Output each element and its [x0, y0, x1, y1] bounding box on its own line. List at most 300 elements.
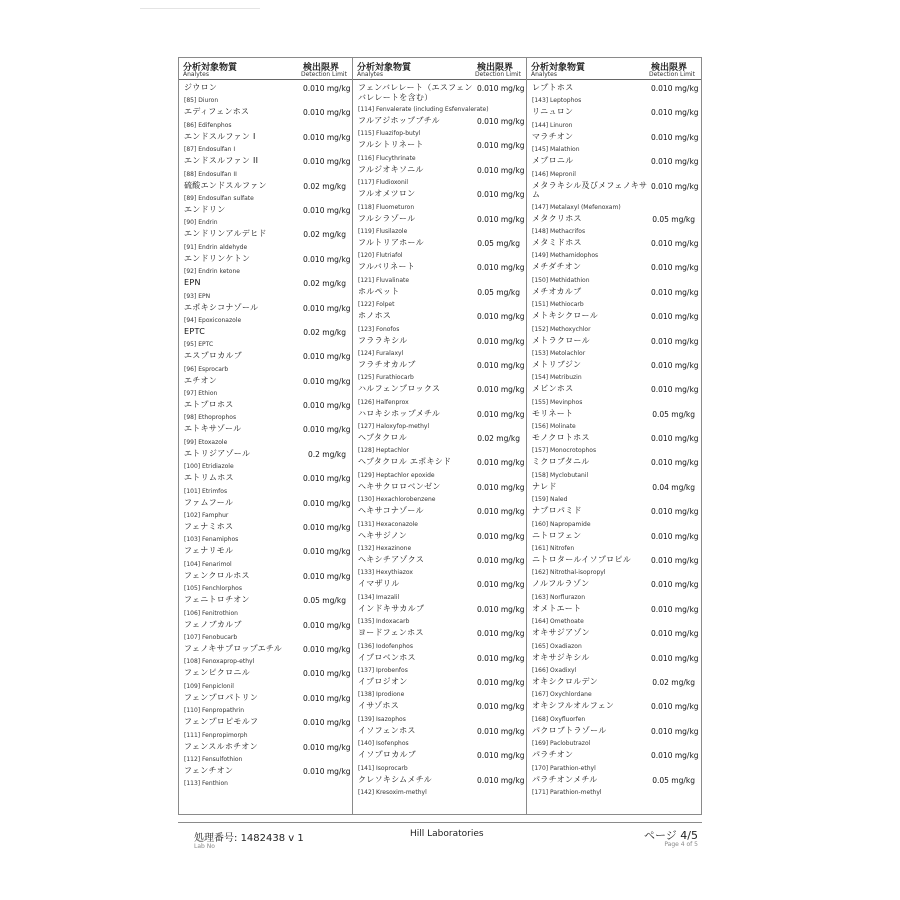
table-row — [353, 699, 526, 723]
table-row — [527, 699, 701, 723]
analyte-name-jp: マラチオン — [532, 131, 574, 141]
column-header — [179, 58, 352, 80]
analyte-name-jp: イプロベンホス — [358, 652, 416, 662]
detection-limit: 0.05 mg/kg — [652, 214, 695, 224]
analyte-name-jp: フルバリネート — [358, 262, 416, 272]
detection-limit: 0.010 mg/kg — [477, 751, 525, 761]
detection-limit: 0.010 mg/kg — [477, 312, 525, 322]
analyte-name-jp: メチオカルブ — [532, 286, 582, 296]
analyte-name-jp: イソフェンホス — [358, 725, 416, 735]
table-row — [179, 520, 352, 544]
analyte-name-en: [154] Metribuzin — [532, 374, 582, 382]
table-row — [179, 130, 352, 154]
analyte-name-jp: フェンチオン — [184, 765, 234, 775]
detection-limit: 0.010 mg/kg — [477, 336, 525, 346]
table-row — [353, 285, 526, 309]
header-analytes-en: Analytes — [531, 71, 557, 78]
lab-number — [194, 829, 304, 844]
detection-limit: 0.010 mg/kg — [651, 604, 699, 614]
page-number: ページ 4/5 — [644, 829, 698, 842]
table-row — [353, 187, 526, 211]
table-row — [353, 358, 526, 382]
detection-limit: 0.010 mg/kg — [651, 726, 699, 736]
table-row — [353, 553, 526, 577]
detection-limit: 0.010 mg/kg — [477, 165, 525, 175]
analyte-name-en: [123] Fonofos — [358, 325, 400, 333]
detection-limit: 0.010 mg/kg — [477, 580, 525, 590]
analyte-name-jp: 硫酸エンドスルファン — [184, 180, 267, 190]
analyte-name-en: [96] Esprocarb — [184, 365, 229, 373]
table-row — [353, 334, 526, 358]
analyte-name-en: [138] Iprodione — [358, 691, 405, 699]
analyte-name-jp: メタラキシル及びメフェノキサム — [532, 180, 648, 200]
table-row — [353, 651, 526, 675]
analyte-name-jp: イサゾホス — [358, 701, 400, 711]
detection-limit: 0.010 mg/kg — [651, 580, 699, 590]
lab-name: Hill Laboratories — [410, 829, 484, 839]
table-row — [179, 666, 352, 690]
table-row — [527, 154, 701, 178]
detection-limit: 0.010 mg/kg — [477, 214, 525, 224]
analyte-name-en: [147] Metalaxyl (Mefenoxam) — [532, 203, 621, 211]
analyte-name-en: [87] Endosulfan I — [184, 146, 236, 154]
detection-limit: 0.010 mg/kg — [651, 751, 699, 761]
table-row — [527, 105, 701, 129]
analyte-name-en: [141] Isoprocarb — [358, 764, 408, 772]
table-row — [179, 569, 352, 593]
analyte-name-en: [121] Fluvalinate — [358, 276, 410, 284]
analyte-name-jp: フェンプロピモルフ — [184, 717, 259, 727]
analyte-name-jp: ホルペット — [358, 286, 400, 296]
table-row — [527, 773, 701, 797]
header-analytes-en: Analytes — [183, 71, 209, 78]
analyte-name-jp: フラチオカルブ — [358, 359, 416, 369]
analyte-name-jp: リニュロン — [532, 107, 574, 117]
table-row — [179, 203, 352, 227]
analyte-name-en: [157] Monocrotophos — [532, 447, 597, 455]
detection-limit: 0.010 mg/kg — [303, 132, 351, 142]
analyte-rows — [527, 80, 701, 797]
analyte-rows — [353, 80, 526, 797]
analyte-name-jp: パクロブトラゾール — [532, 725, 607, 735]
header-limit-en: Detection Limit — [649, 71, 695, 78]
detection-limit: 0.04 mg/kg — [652, 482, 695, 492]
detection-limit: 0.010 mg/kg — [651, 458, 699, 468]
analyte-name-en: [156] Molinate — [532, 423, 576, 431]
analyte-name-en: [92] Endrin ketone — [184, 268, 240, 276]
analyte-name-en: [153] Metolachlor — [532, 349, 586, 357]
detection-limit: 0.010 mg/kg — [477, 775, 525, 785]
analyte-name-jp: メトラクロール — [532, 335, 590, 345]
header-analytes-jp: 分析対象物質 — [183, 63, 238, 73]
analyte-name-jp: メタミドホス — [532, 237, 582, 247]
header-limit-jp: 検出限界 — [477, 63, 514, 73]
table-row — [527, 480, 701, 504]
table-row — [179, 398, 352, 422]
detection-limit: 0.02 mg/kg — [303, 279, 346, 289]
analyte-name-en: [105] Fenchlorphos — [184, 585, 242, 593]
analyte-name-en: [142] Kresoxim-methyl — [358, 788, 427, 796]
detection-limit: 0.010 mg/kg — [303, 523, 351, 533]
analyte-name-jp: ホノホス — [358, 311, 392, 321]
analyte-name-en: [93] EPN — [184, 292, 211, 300]
analyte-name-en: [85] Diuron — [184, 97, 219, 105]
detection-limit: 0.010 mg/kg — [303, 571, 351, 581]
detection-limit: 0.010 mg/kg — [303, 108, 351, 118]
analytes-table — [178, 57, 702, 815]
table-row — [527, 577, 701, 601]
analyte-name-jp: メトリブジン — [532, 359, 582, 369]
analyte-name-en: [140] Isofenphos — [358, 740, 409, 748]
analyte-name-en: [144] Linuron — [532, 121, 573, 129]
analyte-name-en: [115] Fluazifop-butyl — [358, 130, 421, 138]
table-row — [179, 154, 352, 178]
analyte-name-jp: ヘキシチアゾクス — [358, 555, 425, 565]
analyte-name-jp: エンドリン — [184, 204, 226, 214]
analyte-name-jp: メプロニル — [532, 156, 574, 166]
analyte-name-jp: フェンプロパトリン — [184, 692, 259, 702]
analyte-name-en: [162] Nitrothal-isopropyl — [532, 569, 606, 577]
analyte-name-en: [120] Flutriafol — [358, 252, 403, 260]
detection-limit: 0.010 mg/kg — [651, 653, 699, 663]
analyte-name-jp: エンドリンアルデヒド — [184, 229, 267, 239]
analyte-name-en: [119] Flusilazole — [358, 227, 408, 235]
analyte-name-en: [114] Fenvalerate (including Esfenvalerate) — [358, 106, 489, 113]
analyte-name-en: [117] Fludioxonil — [358, 179, 409, 187]
table-row — [179, 227, 352, 251]
detection-limit: 0.010 mg/kg — [477, 141, 525, 151]
analyte-name-en: [149] Methamidophos — [532, 252, 599, 260]
detection-limit: 0.010 mg/kg — [477, 385, 525, 395]
detection-limit: 0.05 mg/kg — [652, 775, 695, 785]
table-row — [179, 325, 352, 349]
lab-number-label-en: Lab No — [194, 843, 215, 850]
analyte-name-en: [166] Oxadixyl — [532, 666, 577, 674]
table-row — [527, 553, 701, 577]
analyte-rows — [179, 80, 352, 788]
detection-limit: 0.010 mg/kg — [651, 108, 699, 118]
analyte-name-en: [151] Methiocarb — [532, 301, 584, 309]
detection-limit: 0.010 mg/kg — [303, 254, 351, 264]
analyte-name-jp: イソプロカルブ — [358, 750, 417, 760]
detection-limit: 0.010 mg/kg — [651, 157, 699, 167]
detection-limit: 0.010 mg/kg — [303, 669, 351, 679]
analyte-name-en: [116] Flucythrinate — [358, 154, 416, 162]
analytes-column-2 — [353, 58, 527, 814]
table-row — [179, 496, 352, 520]
column-header — [353, 58, 526, 80]
analyte-name-en: [165] Oxadiazon — [532, 642, 582, 650]
analyte-name-jp: インドキサカルブ — [358, 603, 425, 613]
table-row — [527, 626, 701, 650]
detection-limit: 0.010 mg/kg — [651, 263, 699, 273]
detection-limit: 0.02 mg/kg — [477, 434, 520, 444]
analyte-name-en: [109] Fenpiclonil — [184, 682, 234, 690]
header-limit-en: Detection Limit — [475, 71, 521, 78]
table-row — [353, 138, 526, 162]
analyte-name-jp: オキシフルオルフェン — [532, 701, 615, 711]
analyte-name-jp: オキシクロルデン — [532, 676, 598, 686]
analyte-name-jp: イプロジオン — [358, 676, 408, 686]
table-row — [179, 740, 352, 764]
analyte-name-jp: メトキシクロール — [532, 311, 598, 321]
table-row — [353, 626, 526, 650]
table-row — [353, 504, 526, 528]
analyte-name-jp: ニトロタールイソプロピル — [532, 555, 632, 565]
table-row — [527, 602, 701, 626]
detection-limit: 0.010 mg/kg — [477, 84, 525, 93]
detection-limit: 0.010 mg/kg — [651, 238, 699, 248]
analyte-name-en: [130] Hexachlorobenzene — [358, 496, 436, 504]
analyte-name-en: [152] Methoxychlor — [532, 325, 591, 333]
analyte-name-en: [148] Methacrifos — [532, 227, 586, 235]
detection-limit: 0.010 mg/kg — [303, 401, 351, 411]
analyte-name-jp: エトプロホス — [184, 400, 234, 410]
analyte-name-en: [163] Norflurazon — [532, 593, 586, 601]
detection-limit: 0.010 mg/kg — [303, 157, 351, 167]
detection-limit: 0.010 mg/kg — [651, 181, 699, 191]
detection-limit: 0.010 mg/kg — [303, 205, 351, 215]
detection-limit: 0.010 mg/kg — [477, 360, 525, 370]
analyte-name-en: [86] Edifenphos — [184, 121, 232, 129]
page-number-en: Page 4 of 5 — [664, 841, 698, 848]
detection-limit: 0.010 mg/kg — [477, 629, 525, 639]
lab-number-label: 処理番号: — [194, 833, 238, 844]
detection-limit: 0.010 mg/kg — [651, 629, 699, 639]
detection-limit: 0.010 mg/kg — [477, 507, 525, 517]
analyte-name-jp: フェナリモル — [184, 546, 234, 556]
detection-limit: 0.010 mg/kg — [651, 385, 699, 395]
detection-limit: 0.010 mg/kg — [651, 360, 699, 370]
table-row — [179, 179, 352, 203]
detection-limit: 0.010 mg/kg — [303, 352, 351, 362]
analyte-name-en: [168] Oxyfluorfen — [532, 715, 586, 723]
detection-limit: 0.010 mg/kg — [651, 702, 699, 712]
analytes-column-3 — [527, 58, 701, 814]
analyte-name-jp: エトリムホス — [184, 473, 234, 483]
detection-limit: 0.010 mg/kg — [303, 425, 351, 435]
table-row — [179, 374, 352, 398]
detection-limit: 0.010 mg/kg — [303, 547, 351, 557]
analyte-name-jp: フララキシル — [358, 335, 408, 345]
detection-limit: 0.010 mg/kg — [477, 531, 525, 541]
detection-limit: 0.010 mg/kg — [651, 507, 699, 517]
analyte-name-en: [91] Endrin aldehyde — [184, 243, 248, 251]
detection-limit: 0.010 mg/kg — [651, 132, 699, 142]
analyte-name-en: [107] Fenobucarb — [184, 633, 238, 641]
lab-number-value: 1482438 v 1 — [240, 833, 304, 844]
analyte-name-jp: エスプロカルブ — [184, 351, 243, 361]
analyte-name-jp: ヘキサクロロベンゼン — [358, 481, 441, 491]
detection-limit: 0.010 mg/kg — [303, 718, 351, 728]
detection-limit: 0.010 mg/kg — [477, 458, 525, 468]
detection-limit: 0.010 mg/kg — [477, 263, 525, 273]
table-row — [527, 675, 701, 699]
detection-limit: 0.010 mg/kg — [651, 434, 699, 444]
table-row — [179, 471, 352, 495]
analyte-name-jp: エンドスルファン I — [184, 131, 256, 141]
table-row — [179, 764, 352, 788]
detection-limit: 0.010 mg/kg — [651, 556, 699, 566]
analyte-name-jp: メタクリホス — [532, 213, 582, 223]
table-row — [353, 675, 526, 699]
analyte-name-en: [133] Hexythiazox — [358, 569, 413, 577]
table-row — [353, 773, 526, 797]
analyte-name-jp: オキサジキシル — [532, 652, 590, 662]
analytes-column-1 — [179, 58, 353, 814]
analyte-name-jp: フルシラゾール — [358, 213, 416, 223]
table-row — [353, 114, 526, 138]
analyte-name-jp: パラチオンメチル — [532, 774, 598, 784]
analyte-name-jp: フェノブカルブ — [184, 619, 242, 629]
table-row — [179, 691, 352, 715]
table-row — [527, 285, 701, 309]
table-row — [527, 455, 701, 479]
detection-limit: 0.010 mg/kg — [303, 498, 351, 508]
table-row — [353, 724, 526, 748]
detection-limit: 0.010 mg/kg — [303, 474, 351, 484]
detection-limit: 0.010 mg/kg — [477, 726, 525, 736]
detection-limit: 0.010 mg/kg — [303, 620, 351, 630]
analyte-name-jp: エポキシコナゾール — [184, 302, 259, 312]
detection-limit: 0.02 mg/kg — [303, 230, 346, 240]
analyte-name-en: [126] Halfenprox — [358, 398, 409, 406]
table-row — [527, 212, 701, 236]
analyte-name-en: [94] Epoxiconazole — [184, 316, 242, 324]
analyte-name-en: [112] Fensulfothion — [184, 755, 243, 763]
analyte-name-jp: オメトエート — [532, 603, 582, 613]
analyte-name-en: [135] Indoxacarb — [358, 618, 410, 626]
analyte-name-en: [122] Folpet — [358, 301, 395, 309]
analyte-name-en: [104] Fenarimol — [184, 560, 232, 568]
table-row — [527, 724, 701, 748]
detection-limit: 0.010 mg/kg — [303, 303, 351, 313]
header-analytes-jp: 分析対象物質 — [357, 63, 412, 73]
analyte-name-en: [106] Fenitrothion — [184, 609, 238, 617]
analyte-name-jp: モリネート — [532, 408, 574, 418]
analyte-name-en: [103] Fenamiphos — [184, 536, 239, 544]
table-row — [179, 715, 352, 739]
table-row — [527, 358, 701, 382]
table-row — [179, 642, 352, 666]
analyte-name-en: [137] Iprobenfos — [358, 666, 408, 674]
detection-limit: 0.02 mg/kg — [303, 181, 346, 191]
detection-limit: 0.05 mg/kg — [477, 238, 520, 248]
table-row — [353, 455, 526, 479]
table-row — [179, 301, 352, 325]
detection-limit: 0.05 mg/kg — [652, 409, 695, 419]
table-row — [179, 105, 352, 129]
analyte-name-en: [161] Nitrofen — [532, 545, 575, 553]
analyte-name-en: [100] Etridiazole — [184, 463, 234, 471]
detection-limit: 0.010 mg/kg — [303, 84, 351, 93]
analyte-name-en: [164] Omethoate — [532, 618, 584, 626]
table-row — [353, 81, 526, 114]
analyte-name-en: [171] Parathion-methyl — [532, 788, 602, 796]
analyte-name-jp: ノルフルラゾン — [532, 579, 590, 589]
analyte-name-jp: ヘキサジノン — [358, 530, 407, 540]
analyte-name-jp: フェンバレレート（エスフェンバレレートを含む） — [358, 83, 473, 102]
analyte-name-jp: メチダチオン — [532, 262, 582, 272]
analyte-name-en: [111] Fenpropimorph — [184, 731, 248, 739]
analyte-name-en: [125] Furathiocarb — [358, 374, 414, 382]
analyte-name-jp: エトキサゾール — [184, 424, 242, 434]
analyte-name-en: [101] Etrimfos — [184, 487, 228, 495]
table-row — [179, 349, 352, 373]
analyte-name-en: [150] Methidathion — [532, 276, 590, 284]
detection-limit: 0.010 mg/kg — [477, 556, 525, 566]
column-header — [527, 58, 701, 80]
detection-limit: 0.02 mg/kg — [303, 327, 346, 337]
table-row — [353, 529, 526, 553]
detection-limit: 0.010 mg/kg — [651, 312, 699, 322]
analyte-name-jp: フェンピクロニル — [184, 668, 250, 678]
analyte-name-en: [102] Famphur — [184, 512, 229, 520]
table-row — [527, 431, 701, 455]
analyte-name-jp: メビンホス — [532, 384, 574, 394]
analyte-name-jp: モノクロトホス — [532, 433, 590, 443]
table-row — [353, 602, 526, 626]
scan-mark — [140, 8, 260, 9]
analyte-name-en: [95] EPTC — [184, 341, 214, 349]
table-row — [353, 748, 526, 772]
detection-limit: 0.010 mg/kg — [303, 376, 351, 386]
analyte-name-en: [129] Heptachlor epoxide — [358, 471, 435, 479]
table-row — [527, 236, 701, 260]
detection-limit: 0.010 mg/kg — [477, 604, 525, 614]
analyte-name-jp: エチオン — [184, 375, 218, 385]
table-row — [179, 252, 352, 276]
analyte-name-jp: フルトリアホール — [358, 237, 424, 247]
table-row — [527, 130, 701, 154]
header-analytes-en: Analytes — [357, 71, 383, 78]
analyte-name-en: [146] Mepronil — [532, 170, 576, 178]
analyte-name-jp: フルアジホップブチル — [358, 116, 440, 125]
analyte-name-en: [127] Haloxyfop-methyl — [358, 423, 430, 431]
detection-limit: 0.2 mg/kg — [307, 449, 346, 459]
detection-limit: 0.02 mg/kg — [652, 677, 695, 687]
analyte-name-en: [132] Hexazinone — [358, 545, 412, 553]
analyte-name-en: [159] Naled — [532, 496, 568, 504]
analyte-name-jp: ヘキサコナゾール — [358, 506, 424, 516]
analyte-name-jp: エンドスルファン II — [184, 156, 259, 166]
analyte-name-en: [97] Ethion — [184, 390, 218, 398]
table-row — [527, 179, 701, 212]
analyte-name-jp: エンドリンケトン — [184, 253, 251, 263]
analyte-name-jp: フェニトロチオン — [184, 595, 250, 605]
analyte-name-jp: ナプロパミド — [532, 506, 582, 516]
table-row — [179, 544, 352, 568]
detection-limit: 0.010 mg/kg — [477, 653, 525, 663]
analyte-name-jp: パラチオン — [532, 750, 574, 760]
table-row — [527, 81, 701, 105]
detection-limit: 0.010 mg/kg — [477, 702, 525, 712]
analyte-name-jp: EPTC — [184, 326, 206, 336]
table-row — [353, 163, 526, 187]
analyte-name-en: [143] Leptophos — [532, 97, 582, 105]
table-row — [179, 447, 352, 471]
table-row — [179, 276, 352, 300]
detection-limit: 0.010 mg/kg — [651, 84, 699, 93]
analyte-name-jp: EPN — [184, 278, 201, 288]
detection-limit: 0.010 mg/kg — [477, 409, 525, 419]
table-row — [527, 504, 701, 528]
table-row — [353, 431, 526, 455]
table-row — [527, 382, 701, 406]
detection-limit: 0.010 mg/kg — [303, 644, 351, 654]
analyte-name-jp: エディフェンホス — [184, 107, 250, 117]
analyte-name-en: [90] Endrin — [184, 219, 218, 227]
